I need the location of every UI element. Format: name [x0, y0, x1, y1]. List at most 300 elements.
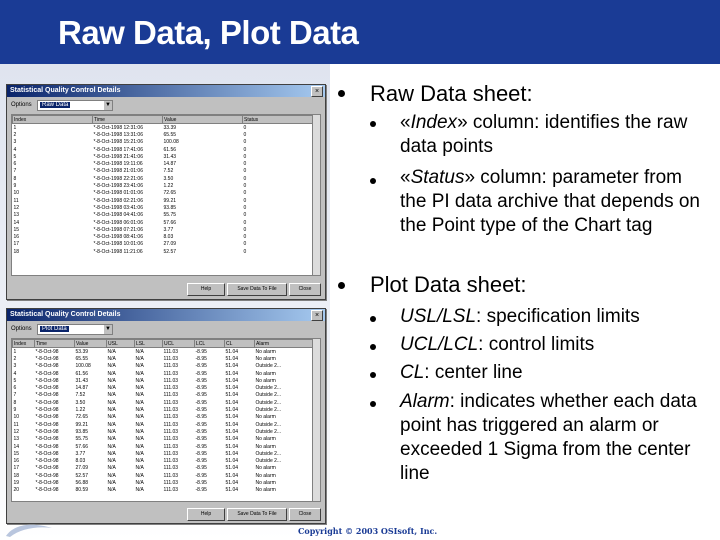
- column-header[interactable]: Value: [163, 116, 243, 124]
- table-row[interactable]: [13, 219, 313, 226]
- table-cell: *-8-Oct-98: [35, 465, 59, 472]
- table-cell: 51.04: [225, 363, 239, 370]
- table-cell: 111.03: [163, 487, 179, 494]
- table-cell: 5: [13, 377, 17, 384]
- table-cell: 61.56: [163, 146, 177, 153]
- close-icon[interactable]: ×: [311, 86, 323, 97]
- help-button[interactable]: Help: [187, 283, 225, 296]
- raw-item-index: «Index» column: identifies the raw data points: [400, 112, 688, 157]
- table-row[interactable]: [13, 233, 313, 240]
- table-row[interactable]: [13, 465, 313, 472]
- table-cell: No alarm: [255, 414, 276, 421]
- bullet-dot: [370, 401, 376, 407]
- table-cell: N/A: [107, 436, 116, 443]
- table-cell: 14.87: [163, 161, 177, 168]
- table-cell: 111.03: [163, 407, 179, 414]
- table-cell: -8.95: [195, 436, 207, 443]
- table-cell: 17: [13, 465, 20, 472]
- column-header[interactable]: LCL: [195, 340, 225, 348]
- bullet-dot: [370, 372, 376, 378]
- table-cell: No alarm: [255, 479, 276, 486]
- table-cell: N/A: [135, 414, 144, 421]
- slide-header: [0, 0, 720, 64]
- raw-data-grid[interactable]: [11, 114, 321, 276]
- table-row[interactable]: [13, 428, 313, 435]
- table-cell: 31.43: [163, 153, 177, 160]
- column-header[interactable]: Alarm: [255, 340, 313, 348]
- table-cell: N/A: [107, 472, 116, 479]
- table-cell: -8.95: [195, 392, 207, 399]
- table-cell: 7.52: [75, 392, 86, 399]
- table-cell: N/A: [107, 465, 116, 472]
- table-cell: *-8-Oct-98: [35, 436, 59, 443]
- table-row[interactable]: [13, 406, 313, 413]
- table-cell: *-8-Oct-98: [35, 355, 59, 362]
- table-cell: *-8-Oct-1998 21:41:06: [93, 153, 143, 160]
- table-cell: 0: [243, 153, 247, 160]
- table-cell: No alarm: [255, 472, 276, 479]
- table-cell: -8.95: [195, 370, 207, 377]
- table-row[interactable]: [13, 399, 313, 406]
- table-cell: 18: [13, 248, 20, 255]
- plot-heading: Plot Data sheet:: [370, 272, 527, 297]
- table-cell: *-8-Oct-1998 19:11:06: [93, 161, 143, 168]
- table-cell: 0: [243, 248, 247, 255]
- table-cell: 111.03: [163, 377, 179, 384]
- table-cell: N/A: [135, 392, 144, 399]
- table-cell: 51.04: [225, 348, 239, 355]
- table-cell: N/A: [135, 348, 144, 355]
- table-row[interactable]: [13, 457, 313, 464]
- table-cell: 7.52: [163, 168, 174, 175]
- table-cell: 0: [243, 183, 247, 190]
- table-cell: *-8-Oct-98: [35, 407, 59, 414]
- table-cell: 53.39: [75, 348, 89, 355]
- table-cell: -8.95: [195, 458, 207, 465]
- table-row[interactable]: [13, 153, 313, 160]
- table-cell: Outside 2...: [255, 458, 282, 465]
- table-cell: 111.03: [163, 385, 179, 392]
- help-button[interactable]: Help: [187, 508, 225, 521]
- table-cell: 111.03: [163, 458, 179, 465]
- table-cell: 1.22: [75, 407, 86, 414]
- table-cell: *-8-Oct-98: [35, 377, 59, 384]
- plot-scrollbar[interactable]: [312, 339, 320, 501]
- table-cell: N/A: [107, 428, 116, 435]
- table-cell: 11: [13, 421, 19, 428]
- table-cell: 111.03: [163, 399, 179, 406]
- table-row[interactable]: [13, 487, 313, 494]
- table-row[interactable]: [13, 182, 313, 189]
- table-cell: 15: [13, 450, 20, 457]
- table-cell: N/A: [135, 479, 144, 486]
- table-row[interactable]: [13, 355, 313, 362]
- table-cell: *-8-Oct-98: [35, 399, 59, 406]
- table-cell: 51.04: [225, 370, 239, 377]
- table-cell: *-8-Oct-1998 21:01:06: [93, 168, 143, 175]
- close-button[interactable]: Close: [289, 508, 321, 521]
- table-cell: *-8-Oct-1998 15:21:06: [93, 139, 143, 146]
- table-cell: 0: [243, 161, 247, 168]
- plot-options-select[interactable]: [37, 324, 113, 335]
- table-cell: -8.95: [195, 355, 207, 362]
- table-cell: No alarm: [255, 487, 276, 494]
- column-header[interactable]: Index: [13, 340, 35, 348]
- table-cell: 4: [13, 370, 17, 377]
- table-cell: 27.09: [75, 465, 89, 472]
- table-cell: N/A: [107, 370, 116, 377]
- table-cell: 0: [243, 204, 247, 211]
- table-cell: 61.56: [75, 370, 89, 377]
- bullet-dot: [338, 282, 345, 289]
- table-cell: No alarm: [255, 355, 276, 362]
- plot-item-ucl-lcl: UCL/LCL: control limits: [400, 334, 595, 355]
- table-cell: -8.95: [195, 450, 207, 457]
- table-cell: 51.04: [225, 465, 239, 472]
- raw-dialog-title: Statistical Quality Control Details: [10, 87, 121, 94]
- table-cell: 55.75: [163, 212, 177, 219]
- table-cell: 0: [243, 168, 247, 175]
- plot-options-label: Options: [11, 326, 32, 332]
- table-cell: 8.03: [163, 234, 174, 241]
- osisoft-logo-icon: [2, 520, 62, 540]
- plot-item-cl: CL: center line: [400, 362, 523, 383]
- table-cell: No alarm: [255, 443, 276, 450]
- table-cell: 3.77: [163, 226, 174, 233]
- table-cell: 51.04: [225, 385, 239, 392]
- table-cell: 16: [13, 234, 20, 241]
- table-cell: *-8-Oct-98: [35, 348, 59, 355]
- table-cell: No alarm: [255, 348, 276, 355]
- table-cell: 0: [243, 219, 247, 226]
- table-cell: N/A: [107, 355, 116, 362]
- table-cell: 2: [13, 131, 17, 138]
- table-cell: 8.03: [75, 458, 86, 465]
- raw-scrollbar[interactable]: [312, 115, 320, 275]
- table-cell: N/A: [135, 436, 144, 443]
- close-icon[interactable]: ×: [311, 310, 323, 321]
- copyright-footer: Copyright © 2003 OSIsoft, Inc.: [298, 526, 438, 536]
- plot-data-grid[interactable]: [11, 338, 321, 502]
- table-cell: *-8-Oct-98: [35, 428, 59, 435]
- table-cell: -8.95: [195, 414, 207, 421]
- table-cell: *-8-Oct-1998 03:41:06: [93, 204, 143, 211]
- table-cell: 3.50: [163, 175, 174, 182]
- table-cell: 111.03: [163, 370, 179, 377]
- bullet-dot: [370, 121, 376, 127]
- table-cell: 55.75: [75, 436, 89, 443]
- table-cell: 1: [13, 348, 17, 355]
- table-cell: N/A: [107, 392, 116, 399]
- table-cell: *-8-Oct-98: [35, 385, 59, 392]
- table-cell: *-8-Oct-1998 17:41:06: [93, 146, 143, 153]
- table-cell: 27.09: [163, 241, 177, 248]
- table-cell: *-8-Oct-98: [35, 443, 59, 450]
- table-cell: N/A: [107, 348, 116, 355]
- table-cell: 0: [243, 146, 247, 153]
- table-cell: Outside 2...: [255, 363, 282, 370]
- column-header[interactable]: Value: [75, 340, 107, 348]
- table-cell: 111.03: [163, 363, 179, 370]
- table-cell: -8.95: [195, 348, 207, 355]
- table-row[interactable]: [13, 190, 313, 197]
- column-header[interactable]: Status: [243, 116, 313, 124]
- bullet-dot: [370, 316, 376, 322]
- table-cell: -8.95: [195, 399, 207, 406]
- table-cell: 51.04: [225, 450, 239, 457]
- table-cell: 12: [13, 204, 20, 211]
- table-cell: 0: [243, 241, 247, 248]
- table-cell: N/A: [107, 487, 116, 494]
- table-cell: 7: [13, 392, 17, 399]
- table-row[interactable]: [13, 370, 313, 377]
- save-data-button[interactable]: Save Data To File: [227, 508, 287, 521]
- table-cell: *-8-Oct-1998 10:01:06: [93, 241, 143, 248]
- table-cell: *-8-Oct-1998 12:31:06: [93, 124, 143, 131]
- table-cell: 51.04: [225, 458, 239, 465]
- table-row[interactable]: [13, 384, 313, 391]
- table-cell: -8.95: [195, 385, 207, 392]
- table-row[interactable]: [13, 131, 313, 138]
- table-cell: 111.03: [163, 479, 179, 486]
- table-cell: 51.04: [225, 355, 239, 362]
- table-cell: 57.66: [163, 219, 177, 226]
- table-cell: 111.03: [163, 355, 179, 362]
- table-cell: No alarm: [255, 465, 276, 472]
- raw-heading: Raw Data sheet:: [370, 81, 533, 106]
- table-cell: *-8-Oct-98: [35, 472, 59, 479]
- plot-item-usl-lsl: USL/LSL: specification limits: [400, 306, 640, 327]
- table-cell: N/A: [107, 363, 116, 370]
- table-cell: 16: [13, 458, 20, 465]
- table-cell: 51.04: [225, 399, 239, 406]
- table-cell: -8.95: [195, 487, 207, 494]
- table-cell: *-8-Oct-1998 02:21:06: [93, 197, 143, 204]
- table-cell: Outside 2...: [255, 450, 282, 457]
- table-cell: -8.95: [195, 465, 207, 472]
- table-row[interactable]: [13, 212, 313, 219]
- table-cell: *-8-Oct-98: [35, 421, 59, 428]
- table-cell: N/A: [107, 399, 116, 406]
- table-cell: 52.57: [75, 472, 89, 479]
- table-cell: 99.21: [163, 197, 177, 204]
- table-cell: Outside 2...: [255, 428, 282, 435]
- table-cell: 51.04: [225, 472, 239, 479]
- table-cell: *-8-Oct-98: [35, 414, 59, 421]
- table-cell: *-8-Oct-98: [35, 458, 59, 465]
- table-cell: N/A: [135, 487, 144, 494]
- table-cell: 7: [13, 168, 17, 175]
- slide-title: Raw Data, Plot Data: [58, 14, 359, 51]
- table-row[interactable]: [13, 124, 313, 132]
- table-cell: N/A: [135, 370, 144, 377]
- raw-options-label: Options: [11, 102, 32, 108]
- table-cell: 93.85: [163, 204, 177, 211]
- plot-options-value: Plot Data: [42, 326, 67, 332]
- table-cell: 99.21: [75, 421, 89, 428]
- table-cell: N/A: [135, 443, 144, 450]
- table-cell: *-8-Oct-98: [35, 487, 59, 494]
- raw-item-status: «Status» column: parameter from the PI data archive that depends on the Point type of the Chart tag: [400, 167, 700, 236]
- table-cell: *-8-Oct-1998 11:21:06: [93, 248, 143, 255]
- table-cell: 51.04: [225, 392, 239, 399]
- table-cell: 51.04: [225, 407, 239, 414]
- table-cell: 9: [13, 407, 17, 414]
- table-cell: 51.04: [225, 443, 239, 450]
- bullet-dot: [370, 178, 376, 184]
- table-cell: N/A: [135, 428, 144, 435]
- table-cell: *-8-Oct-1998 04:41:06: [93, 212, 143, 219]
- table-cell: 100.08: [163, 139, 179, 146]
- table-cell: 111.03: [163, 348, 179, 355]
- table-row[interactable]: [13, 443, 313, 450]
- table-cell: -8.95: [195, 428, 207, 435]
- table-cell: N/A: [107, 407, 116, 414]
- table-cell: N/A: [135, 458, 144, 465]
- table-cell: N/A: [107, 450, 116, 457]
- table-cell: 14: [13, 443, 20, 450]
- table-row[interactable]: [13, 160, 313, 167]
- table-cell: N/A: [135, 421, 144, 428]
- table-row[interactable]: [13, 436, 313, 443]
- table-row[interactable]: [13, 450, 313, 457]
- table-cell: 111.03: [163, 465, 179, 472]
- table-cell: 2: [13, 355, 17, 362]
- table-cell: 1.22: [163, 183, 174, 190]
- table-cell: 0: [243, 124, 247, 131]
- table-cell: *-8-Oct-1998 01:01:06: [93, 190, 143, 197]
- table-cell: 3: [13, 139, 17, 146]
- table-cell: 0: [243, 131, 247, 138]
- table-cell: *-8-Oct-98: [35, 392, 59, 399]
- table-cell: N/A: [135, 363, 144, 370]
- table-row[interactable]: [13, 248, 313, 255]
- table-cell: *-8-Oct-98: [35, 479, 59, 486]
- table-cell: Outside 2...: [255, 421, 282, 428]
- table-cell: 111.03: [163, 392, 179, 399]
- table-cell: N/A: [107, 377, 116, 384]
- table-cell: N/A: [135, 355, 144, 362]
- table-row[interactable]: [13, 377, 313, 384]
- table-cell: 14: [13, 219, 20, 226]
- table-cell: 1: [13, 124, 17, 131]
- table-cell: 111.03: [163, 428, 179, 435]
- table-cell: 51.04: [225, 421, 239, 428]
- table-cell: N/A: [135, 465, 144, 472]
- table-row[interactable]: [13, 226, 313, 233]
- table-cell: *-8-Oct-1998 13:31:06: [93, 131, 143, 138]
- table-cell: N/A: [107, 479, 116, 486]
- table-cell: 12: [13, 428, 20, 435]
- raw-options-select[interactable]: [37, 100, 113, 111]
- table-row[interactable]: [13, 146, 313, 153]
- table-cell: 51.04: [225, 414, 239, 421]
- close-button[interactable]: Close: [289, 283, 321, 296]
- table-cell: 15: [13, 226, 20, 233]
- save-data-button[interactable]: Save Data To File: [227, 283, 287, 296]
- table-cell: 111.03: [163, 414, 179, 421]
- table-cell: 80.59: [75, 487, 89, 494]
- plot-dialog-titlebar: [7, 309, 325, 321]
- table-cell: 111.03: [163, 450, 179, 457]
- table-row[interactable]: [13, 392, 313, 399]
- table-row[interactable]: [13, 363, 313, 370]
- table-row[interactable]: [13, 175, 313, 182]
- table-cell: 0: [243, 234, 247, 241]
- table-cell: 65.55: [75, 355, 89, 362]
- table-row[interactable]: [13, 414, 313, 421]
- table-cell: 93.85: [75, 428, 89, 435]
- column-header[interactable]: USL: [107, 340, 135, 348]
- table-cell: *-8-Oct-1998 07:21:06: [93, 226, 143, 233]
- table-cell: 17: [13, 241, 20, 248]
- chevron-down-icon[interactable]: ▼: [105, 326, 111, 332]
- table-cell: -8.95: [195, 407, 207, 414]
- table-cell: -8.95: [195, 421, 207, 428]
- table-cell: N/A: [107, 414, 116, 421]
- table-cell: 0: [243, 139, 247, 146]
- column-header[interactable]: CL: [225, 340, 255, 348]
- column-header[interactable]: Index: [13, 116, 93, 124]
- table-cell: N/A: [135, 472, 144, 479]
- table-row[interactable]: [13, 421, 313, 428]
- table-cell: 10: [13, 190, 20, 197]
- table-cell: No alarm: [255, 370, 276, 377]
- table-cell: N/A: [135, 407, 144, 414]
- table-cell: *-8-Oct-1998 06:01:06: [93, 219, 143, 226]
- table-cell: No alarm: [255, 377, 276, 384]
- table-cell: N/A: [135, 377, 144, 384]
- table-cell: N/A: [135, 399, 144, 406]
- table-cell: Outside 2...: [255, 392, 282, 399]
- table-cell: 65.55: [163, 131, 177, 138]
- table-cell: 100.08: [75, 363, 91, 370]
- table-cell: 33.39: [163, 124, 177, 131]
- table-cell: 0: [243, 190, 247, 197]
- table-cell: 51.04: [225, 377, 239, 384]
- table-cell: Outside 2...: [255, 407, 282, 414]
- table-cell: 11: [13, 197, 19, 204]
- table-row[interactable]: [13, 348, 313, 356]
- chevron-down-icon[interactable]: ▼: [105, 102, 111, 108]
- table-cell: 5: [13, 153, 17, 160]
- table-cell: 6: [13, 385, 17, 392]
- table-cell: 0: [243, 212, 247, 219]
- table-row[interactable]: [13, 139, 313, 146]
- table-cell: 0: [243, 226, 247, 233]
- table-cell: *-8-Oct-1998 08:41:06: [93, 234, 143, 241]
- table-row[interactable]: [13, 472, 313, 479]
- table-cell: 111.03: [163, 421, 179, 428]
- table-cell: 9: [13, 183, 17, 190]
- table-row[interactable]: [13, 479, 313, 486]
- table-cell: Outside 2...: [255, 385, 282, 392]
- table-cell: 3.50: [75, 399, 86, 406]
- column-header[interactable]: Time: [35, 340, 75, 348]
- column-header[interactable]: Time: [93, 116, 163, 124]
- table-cell: *-8-Oct-98: [35, 370, 59, 377]
- table-row[interactable]: [13, 204, 313, 211]
- column-header[interactable]: UCL: [163, 340, 195, 348]
- table-cell: 14.87: [75, 385, 89, 392]
- column-header[interactable]: LSL: [135, 340, 163, 348]
- table-cell: 51.04: [225, 436, 239, 443]
- table-cell: -8.95: [195, 443, 207, 450]
- table-row[interactable]: [13, 168, 313, 175]
- table-row[interactable]: [13, 241, 313, 248]
- table-row[interactable]: [13, 197, 313, 204]
- raw-data-dialog: [6, 84, 326, 300]
